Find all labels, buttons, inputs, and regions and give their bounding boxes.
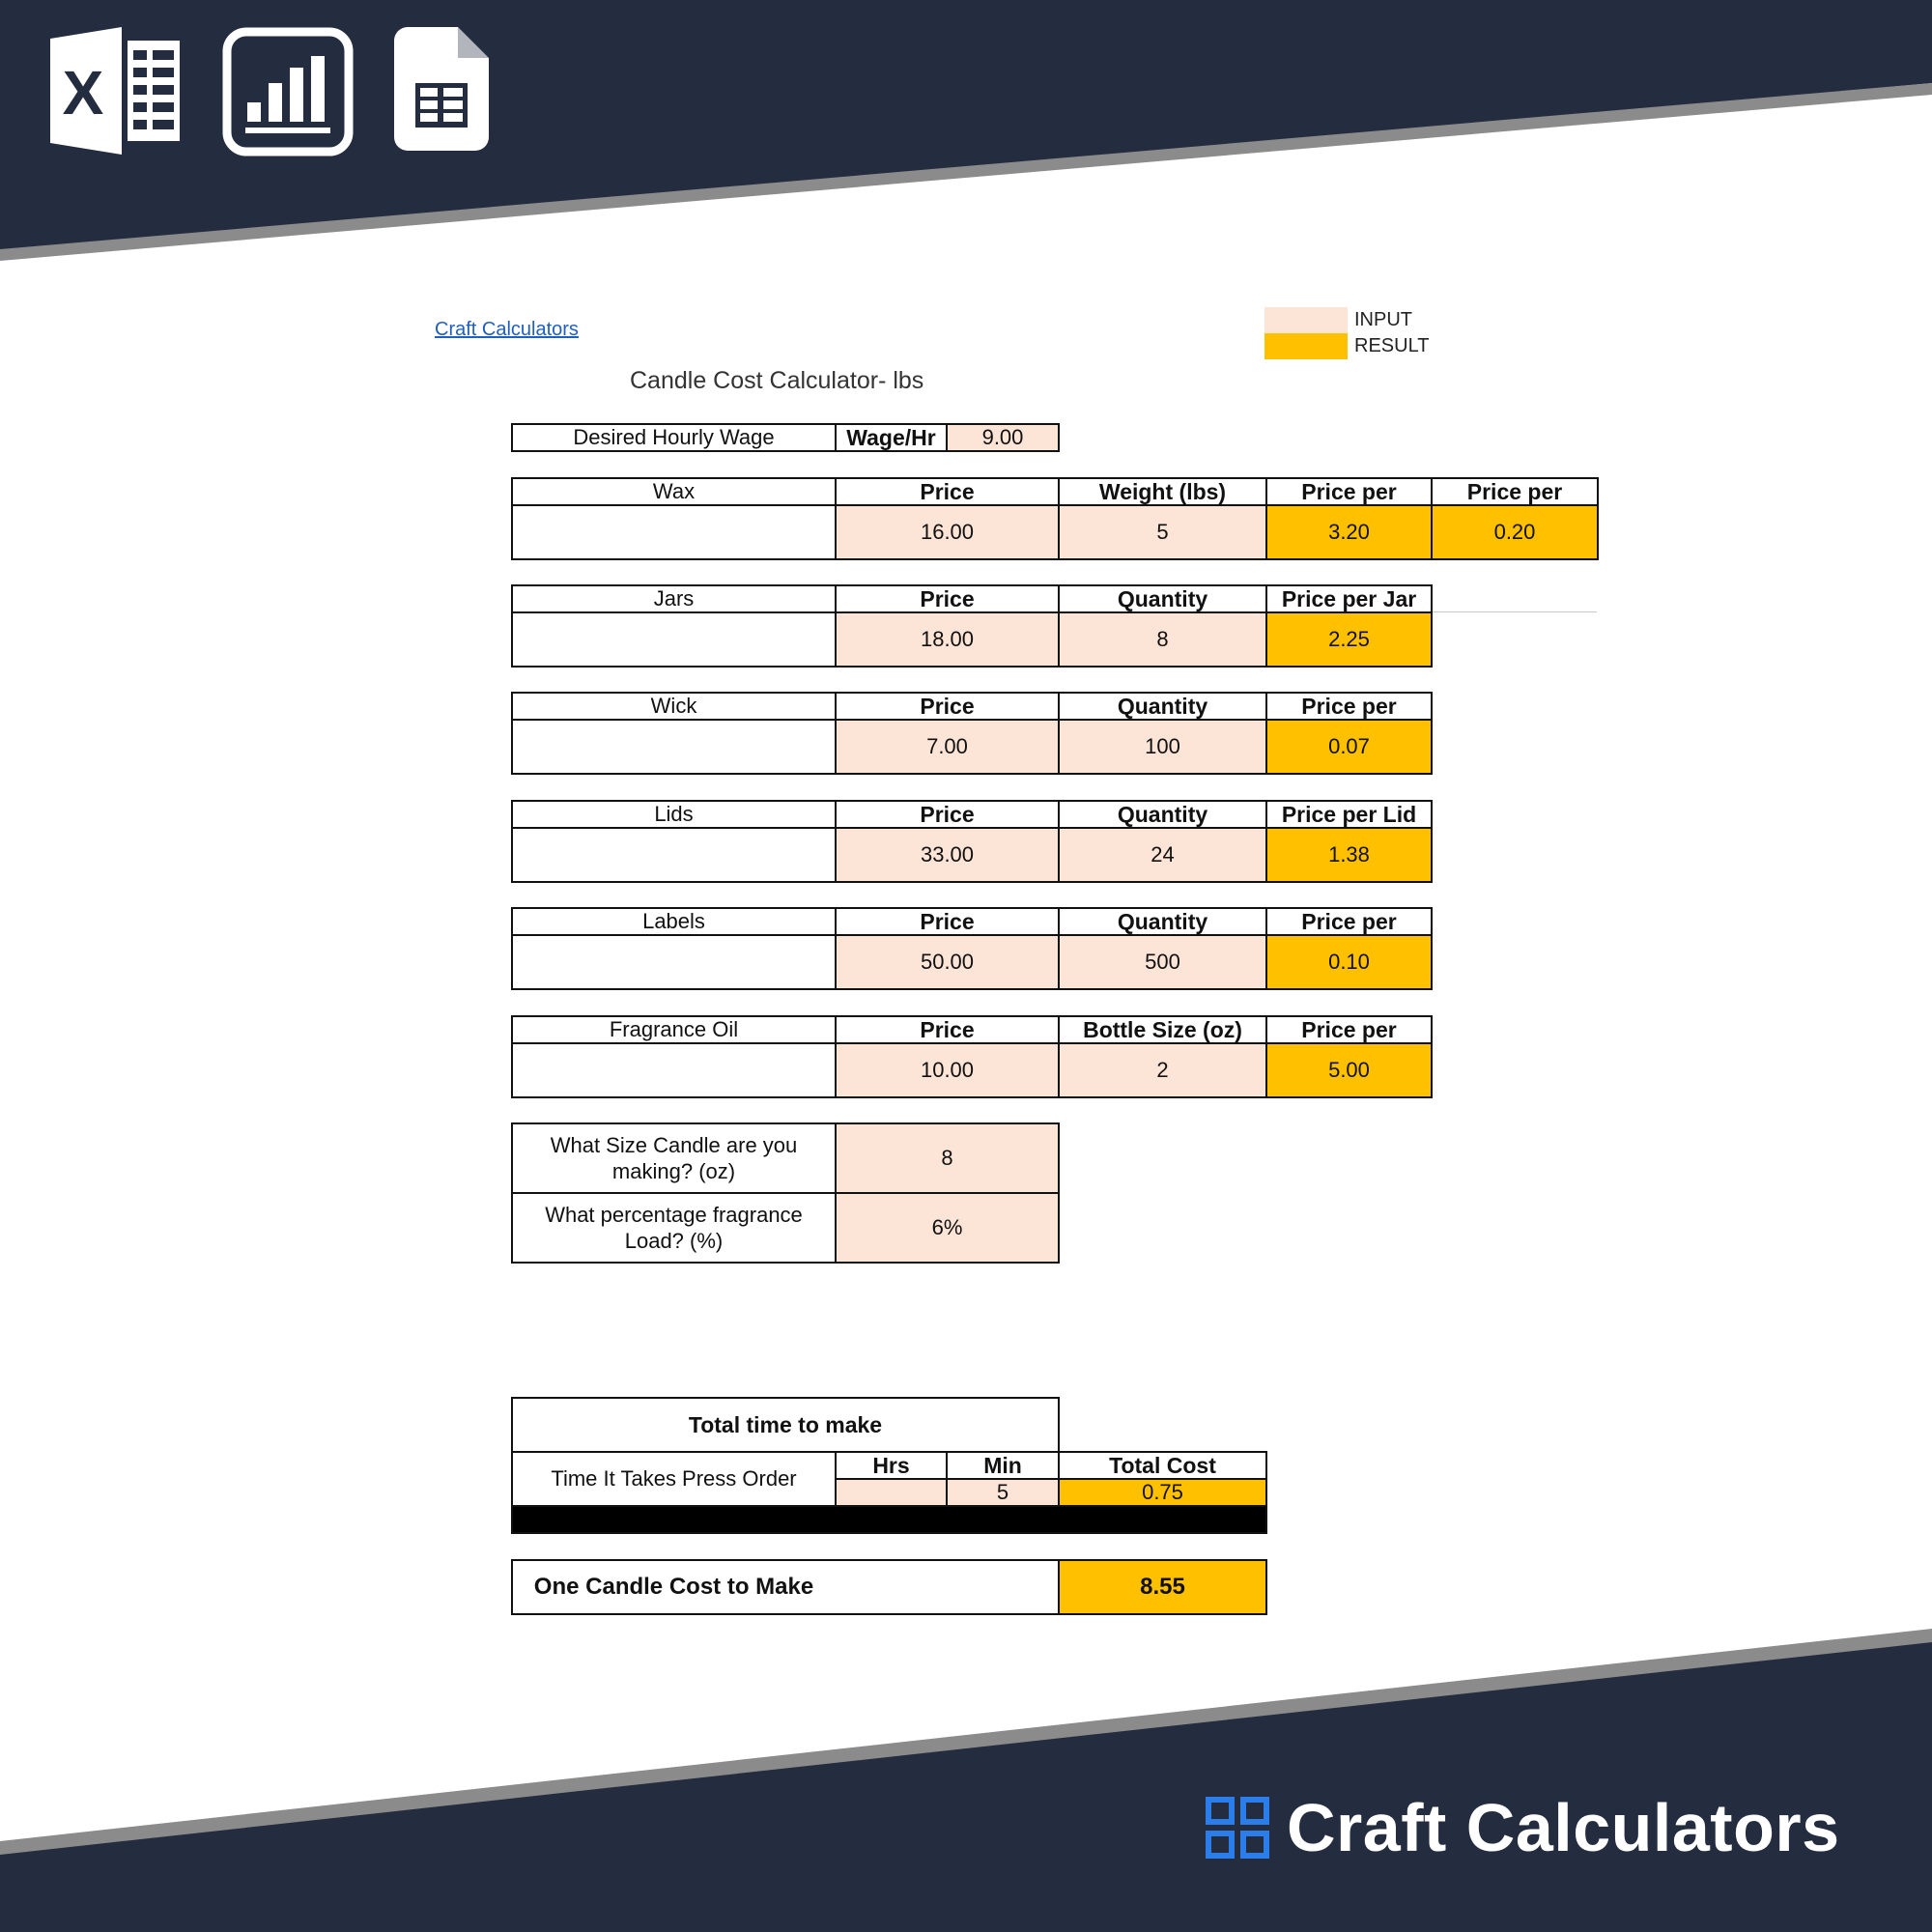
- chart-icon: [222, 27, 354, 156]
- wax-weight-input[interactable]: 5: [1058, 504, 1267, 560]
- labels-blank-cell: [511, 934, 837, 990]
- fragrance-load-input[interactable]: 6%: [835, 1192, 1060, 1264]
- wax-price-per-result-2: 0.20: [1431, 504, 1599, 560]
- fragrance-price-per-header: Price per: [1265, 1015, 1433, 1044]
- minutes-header: Min: [946, 1451, 1060, 1480]
- legend-input-swatch: [1264, 307, 1348, 333]
- hours-header: Hrs: [835, 1451, 948, 1480]
- jars-gridline: [1431, 611, 1597, 612]
- jars-price-per-result: 2.25: [1265, 611, 1433, 668]
- footer-band: [0, 1640, 1932, 1932]
- craft-calculators-link[interactable]: Craft Calculators: [435, 319, 579, 340]
- one-candle-cost-label-ext: [835, 1559, 1060, 1615]
- brand-logo: [1206, 1789, 1840, 1866]
- jars-quantity-header: Quantity: [1058, 584, 1267, 613]
- lids-price-input[interactable]: 33.00: [835, 827, 1060, 883]
- svg-text:X: X: [62, 58, 104, 128]
- labels-quantity-header: Quantity: [1058, 907, 1267, 936]
- jars-price-per-header: Price per Jar: [1265, 584, 1433, 613]
- wage-unit-label: Wage/Hr: [835, 423, 948, 452]
- candle-size-question: What Size Candle are you making? (oz): [511, 1122, 837, 1194]
- labels-price-per-header: Price per: [1265, 907, 1433, 936]
- fragrance-blank-cell: [511, 1042, 837, 1098]
- lids-price-header: Price: [835, 800, 1060, 829]
- fragrance-load-question: What percentage fragrance Load? (%): [511, 1192, 837, 1264]
- excel-icon: [50, 27, 182, 155]
- fragrance-bottle-size-header: Bottle Size (oz): [1058, 1015, 1267, 1044]
- fragrance-price-per-result: 5.00: [1265, 1042, 1433, 1098]
- fragrance-bottle-size-input[interactable]: 2: [1058, 1042, 1267, 1098]
- total-cost-result: 0.75: [1058, 1478, 1267, 1507]
- labels-price-input[interactable]: 50.00: [835, 934, 1060, 990]
- sheets-icon: [394, 27, 489, 151]
- one-candle-cost-label: One Candle Cost to Make: [511, 1559, 837, 1615]
- lids-price-per-header: Price per Lid: [1265, 800, 1433, 829]
- wax-weight-header: Weight (lbs): [1058, 477, 1267, 506]
- black-separator-bar: [511, 1505, 1267, 1534]
- legend-result-swatch: [1264, 333, 1348, 359]
- lids-name: Lids: [511, 800, 837, 829]
- jars-price-header: Price: [835, 584, 1060, 613]
- total-time-header: Total time to make: [511, 1397, 1060, 1453]
- labels-quantity-input[interactable]: 500: [1058, 934, 1267, 990]
- wax-price-per-result: 3.20: [1265, 504, 1433, 560]
- wage-label: Desired Hourly Wage: [511, 423, 837, 452]
- wick-price-input[interactable]: 7.00: [835, 719, 1060, 775]
- jars-quantity-input[interactable]: 8: [1058, 611, 1267, 668]
- lids-quantity-header: Quantity: [1058, 800, 1267, 829]
- legend-result-label: RESULT: [1354, 335, 1430, 356]
- wax-name: Wax: [511, 477, 837, 506]
- fragrance-price-header: Price: [835, 1015, 1060, 1044]
- candle-size-input[interactable]: 8: [835, 1122, 1060, 1194]
- page-title: Candle Cost Calculator- lbs: [630, 367, 924, 394]
- wick-quantity-header: Quantity: [1058, 692, 1267, 721]
- lids-quantity-input[interactable]: 24: [1058, 827, 1267, 883]
- brand-name: Craft Calculators: [1287, 1790, 1840, 1865]
- labels-price-header: Price: [835, 907, 1060, 936]
- wax-blank-cell: [511, 504, 837, 560]
- hours-input[interactable]: [835, 1478, 948, 1507]
- lids-price-per-result: 1.38: [1265, 827, 1433, 883]
- wax-price-input[interactable]: 16.00: [835, 504, 1060, 560]
- labels-price-per-result: 0.10: [1265, 934, 1433, 990]
- time-order-label: Time It Takes Press Order: [511, 1451, 837, 1507]
- minutes-input[interactable]: 5: [946, 1478, 1060, 1507]
- wax-price-header: Price: [835, 477, 1060, 506]
- wax-price-per-header: Price per: [1265, 477, 1433, 506]
- total-cost-header: Total Cost: [1058, 1451, 1267, 1480]
- lids-blank-cell: [511, 827, 837, 883]
- wick-name: Wick: [511, 692, 837, 721]
- fragrance-name: Fragrance Oil: [511, 1015, 837, 1044]
- wick-price-per-result: 0.07: [1265, 719, 1433, 775]
- wage-input[interactable]: 9.00: [946, 423, 1060, 452]
- wick-quantity-input[interactable]: 100: [1058, 719, 1267, 775]
- wick-price-per-header: Price per: [1265, 692, 1433, 721]
- jars-price-input[interactable]: 18.00: [835, 611, 1060, 668]
- labels-name: Labels: [511, 907, 837, 936]
- grid-logo-icon: [1206, 1797, 1269, 1859]
- wick-blank-cell: [511, 719, 837, 775]
- jars-name: Jars: [511, 584, 837, 613]
- legend-input-label: INPUT: [1354, 309, 1412, 330]
- wick-price-header: Price: [835, 692, 1060, 721]
- fragrance-price-input[interactable]: 10.00: [835, 1042, 1060, 1098]
- one-candle-cost-result: 8.55: [1058, 1559, 1267, 1615]
- jars-blank-cell: [511, 611, 837, 668]
- wax-price-per-header-2: Price per: [1431, 477, 1599, 506]
